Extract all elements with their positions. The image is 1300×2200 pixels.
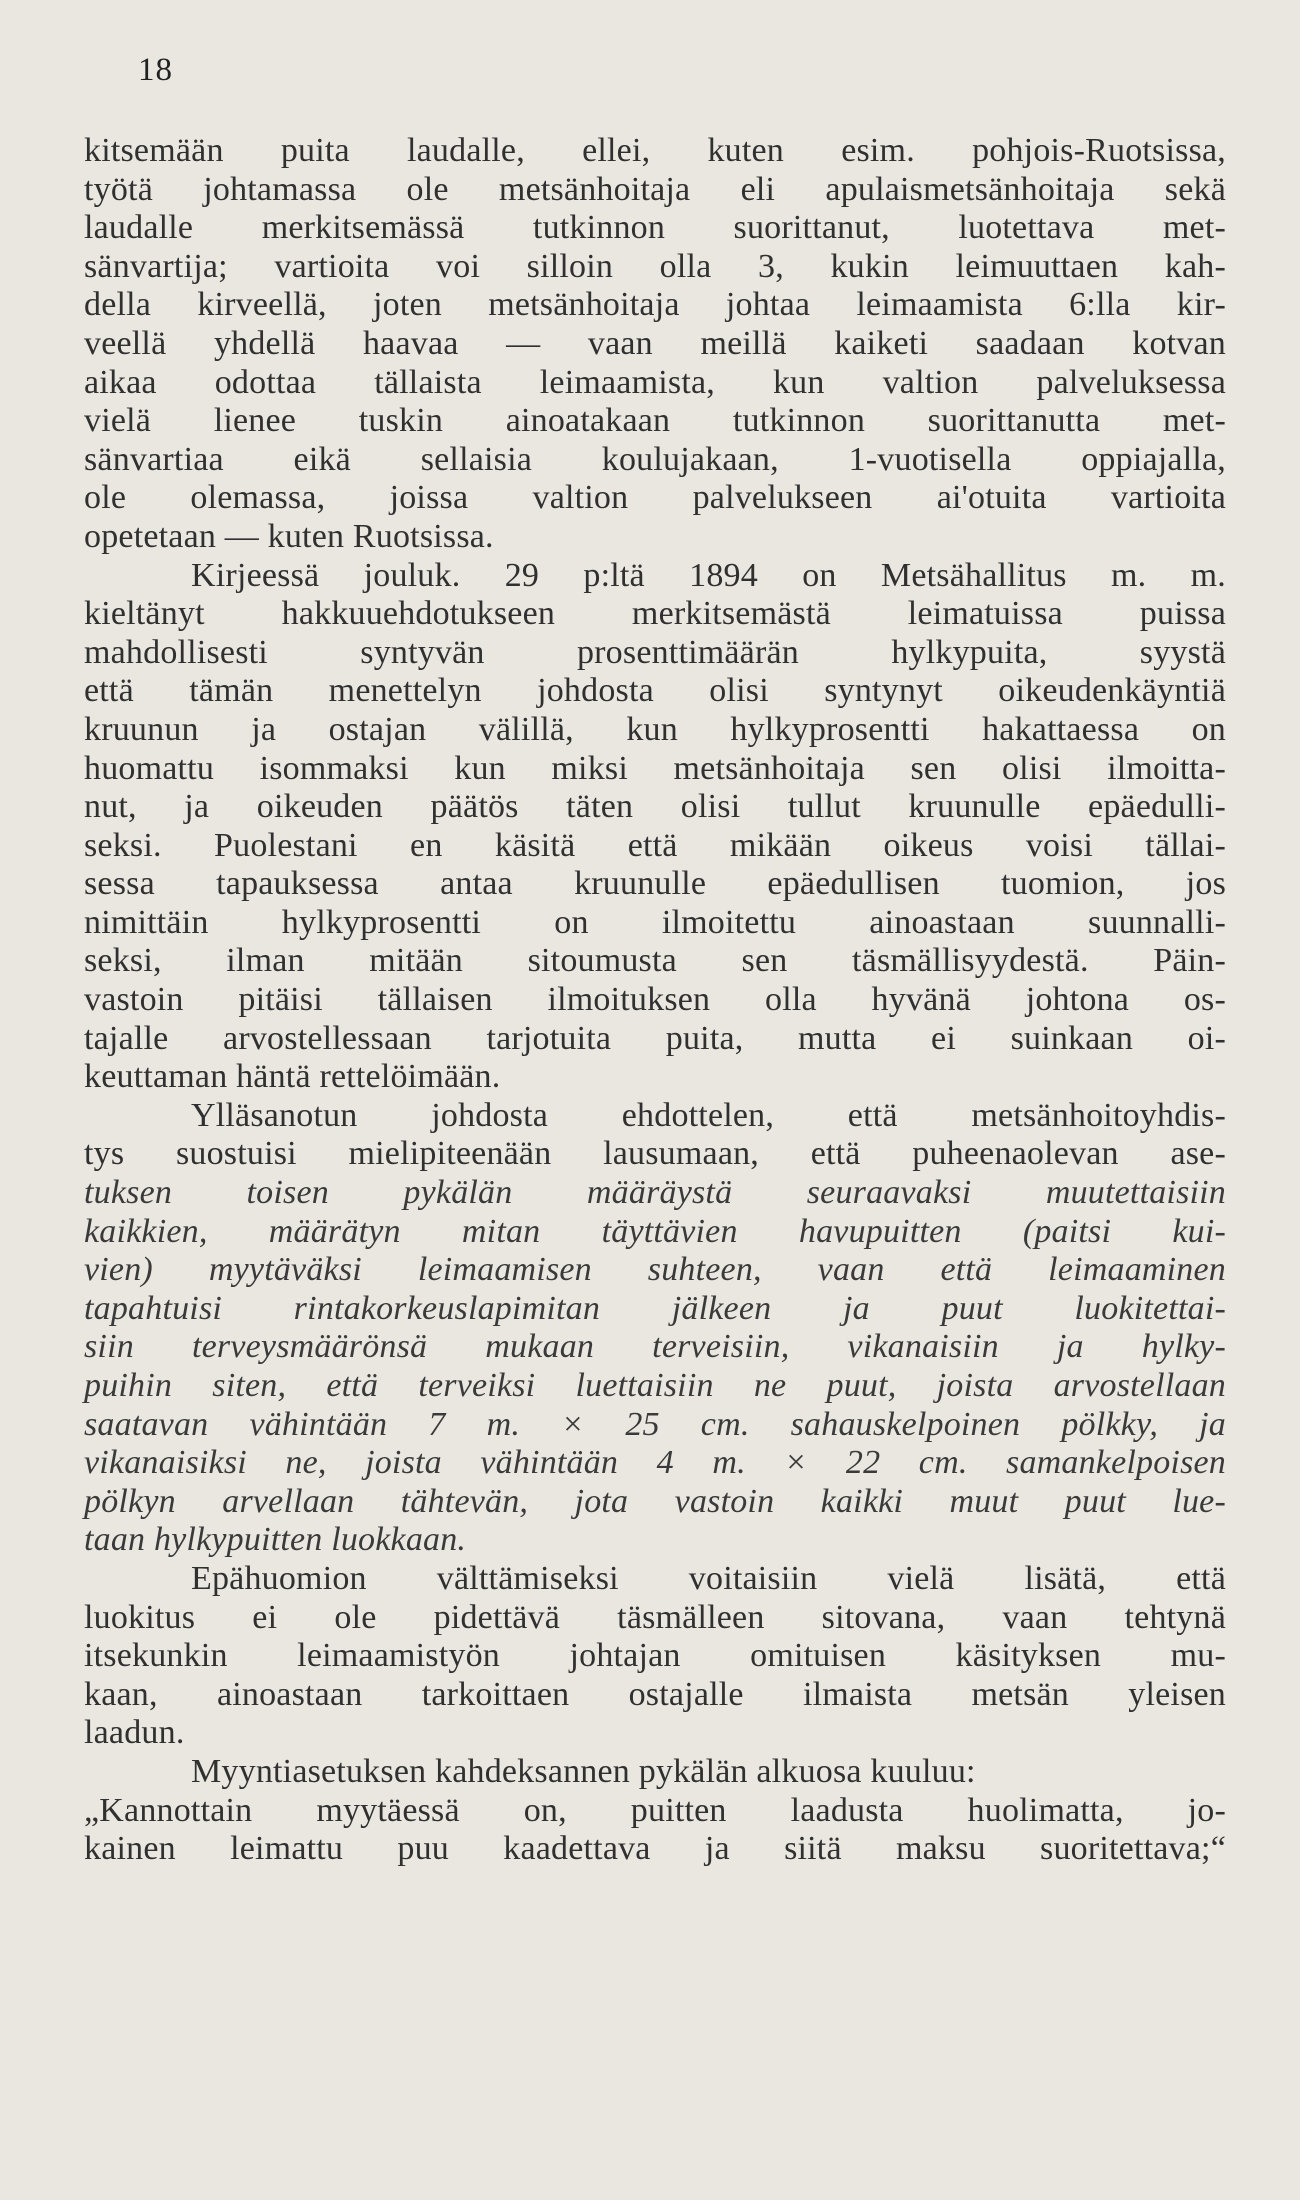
text-line: seksi, ilman mitään sitoumusta sen täsmällisyydestä. Päin- (84, 942, 1226, 980)
text-line: kieltänyt hakkuuehdotukseen merkitsemästä leimatuissa puissa (84, 595, 1226, 633)
text-line: seksi. Puolestani en käsitä että mikään oikeus voisi tällai- (84, 826, 1226, 864)
text-line: vikanaisiksi ne, joista vähintään 4 m. × 22 cm. samankelpoisen (84, 1444, 1226, 1482)
text-line: saatavan vähintään 7 m. × 25 cm. sahauskelpoinen pölkky, ja (84, 1405, 1226, 1443)
text-line: tys suostuisi mielipiteenään lausumaan, että puheenaolevan ase- (84, 1135, 1226, 1173)
text-line: kaan, ainoastaan tarkoittaen ostajalle ilmaista metsän yleisen (84, 1675, 1226, 1713)
text-line: kainen leimattu puu kaadettava ja siitä maksu suoritettava;“ (84, 1830, 1226, 1868)
text-line: vielä lienee tuskin ainoatakaan tutkinnon suorittanutta met- (84, 402, 1226, 440)
text-line: itsekunkin leimaamistyön johtajan omituisen käsityksen mu- (84, 1637, 1226, 1675)
text-line: vien) myytäväksi leimaamisen suhteen, vaan että leimaaminen (84, 1251, 1226, 1289)
text-line: keuttaman häntä rettelöimään. (84, 1058, 501, 1096)
text-line: huomattu isommaksi kun miksi metsänhoitaja sen olisi ilmoitta- (84, 749, 1226, 787)
text-line: tuksen toisen pykälän määräystä seuraavaksi muutettaisiin (84, 1174, 1226, 1212)
text-line: että tämän menettelyn johdosta olisi syntynyt oikeudenkäyntiä (84, 672, 1226, 710)
text-line: Ylläsanotun johdosta ehdottelen, että metsänhoitoyhdis- (191, 1096, 1226, 1134)
text-line: nut, ja oikeuden päätös täten olisi tullut kruunulle epäedulli- (84, 788, 1226, 826)
text-line: aikaa odottaa tällaista leimaamista, kun valtion palveluksessa (84, 363, 1226, 401)
text-line: kruunun ja ostajan välillä, kun hylkyprosentti hakattaessa on (84, 710, 1226, 748)
text-line: sänvartija; vartioita voi silloin olla 3, kukin leimuuttaen kah- (84, 247, 1226, 285)
text-line: työtä johtamassa ole metsänhoitaja eli apulaismetsänhoitaja sekä (84, 170, 1226, 208)
text-line: puihin siten, että terveiksi luettaisiin ne puut, joista arvostellaan (84, 1367, 1226, 1404)
text-line: luokitus ei ole pidettävä täsmälleen sitovana, vaan tehtynä (84, 1598, 1226, 1636)
text-line: kaikkien, määrätyn mitan täyttävien havupuitten (paitsi kui- (84, 1212, 1226, 1250)
body-text (84, 132, 1226, 1869)
text-line: opetetaan — kuten Ruotsissa. (84, 517, 494, 555)
text-line: veellä yhdellä haavaa — vaan meillä kaiketi saadaan kotvan (84, 324, 1226, 362)
text-line: laudalle merkitsemässä tutkinnon suorittanut, luotettava met- (84, 209, 1226, 247)
text-line: kitsemään puita laudalle, ellei, kuten esim. pohjois-Ruotsissa, (84, 132, 1226, 169)
page-number: 18 (138, 52, 173, 88)
text-line: laadun. (84, 1714, 185, 1752)
text-line: Epähuomion välttämiseksi voitaisiin vielä lisätä, että (191, 1559, 1226, 1597)
text-line: ole olemassa, joissa valtion palvelukseen ai'otuita vartioita (84, 479, 1226, 517)
text-line: taan hylkypuitten luokkaan. (84, 1521, 467, 1559)
text-line: della kirveellä, joten metsänhoitaja johtaa leimaamista 6:lla kir- (84, 286, 1226, 324)
text-line: nimittäin hylkyprosentti on ilmoitettu ainoastaan suunnalli- (84, 903, 1226, 941)
text-line: Kirjeessä jouluk. 29 p:ltä 1894 on Metsähallitus m. m. (191, 556, 1226, 594)
text-line: pölkyn arvellaan tähtevän, jota vastoin kaikki muut puut lue- (84, 1482, 1226, 1520)
text-line: vastoin pitäisi tällaisen ilmoituksen olla hyvänä johtona os- (84, 981, 1226, 1019)
text-line: sänvartiaa eikä sellaisia koulujakaan, 1-vuotisella oppiajalla, (84, 440, 1226, 478)
text-line: sessa tapauksessa antaa kruunulle epäedullisen tuomion, jos (84, 865, 1226, 903)
text-line: tajalle arvostellessaan tarjotuita puita, mutta ei suinkaan oi- (84, 1019, 1226, 1057)
text-line: siin terveysmäärönsä mukaan terveisiin, vikanaisiin ja hylky- (84, 1328, 1226, 1366)
text-line: mahdollisesti syntyvän prosenttimäärän hylkypuita, syystä (84, 633, 1226, 671)
text-line: tapahtuisi rintakorkeuslapimitan jälkeen ja puut luokitettai- (84, 1289, 1226, 1327)
text-line: „Kannottain myytäessä on, puitten laadusta huolimatta, jo- (84, 1791, 1226, 1829)
text-line: Myyntiasetuksen kahdeksannen pykälän alkuosa kuuluu: (191, 1752, 976, 1790)
